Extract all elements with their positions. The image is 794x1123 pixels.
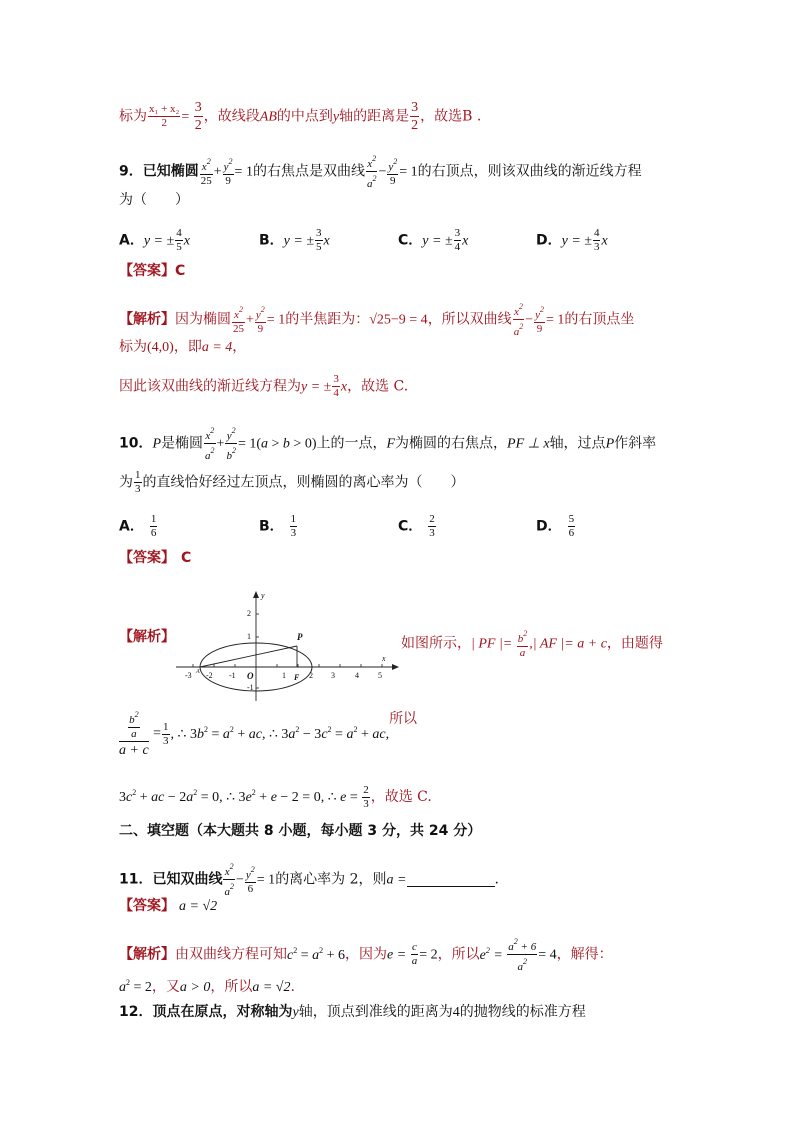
- q9-option-d: D．y = ± $\frac{4}{3}$ x: [536, 227, 608, 253]
- fraction-three-halves: $\frac{3}{2}$: [194, 100, 202, 133]
- q12-stem: 12．顶点在原点，对称轴为y轴，顶点到准线的距离为4的抛物线的标准方程: [119, 1004, 586, 1020]
- x-tick-label: -1: [229, 671, 236, 680]
- q10-answer: 【答案】 C: [119, 550, 192, 566]
- x-tick-label: 2: [309, 671, 313, 680]
- q9-analysis-2: 标为(4,0)，即a = 4，: [119, 339, 247, 355]
- q11-analysis: 【解析】由双曲线方程可知$c^2 = a^2 + 6$，因为e = $\frac{c}{a}$ = 2，所以$e^2$ = $\frac{a^2 + 6}{a^2}$ = 4，解得：: [119, 937, 613, 973]
- fraction-midpoint: $\frac{\text{x₁ + x₂}}{2}$: [149, 103, 180, 129]
- q10-analysis-label: 【解析】: [119, 629, 175, 645]
- y-tick-label: -1: [247, 683, 254, 692]
- line-ap: [200, 646, 297, 667]
- point-f-label: F: [294, 673, 300, 682]
- point-p-label: P: [297, 632, 303, 642]
- fraction-three-halves-2: $\frac{3}{2}$: [411, 100, 419, 133]
- y-tick-label: 1: [247, 632, 251, 641]
- q9-stem: 9．已知椭圆 $\frac{x^2}{25}$ + $\frac{y^2}{9}$ = 1的右焦点是双曲线 $\frac{x^2}{a^2}$ − $\frac{y^2}{9}$ = 1的右顶点，则该双曲线的渐近线方程: [119, 154, 642, 190]
- q10-stem: 10．P是椭圆 $\frac{x^2}{a^2}$ + $\frac{y^2}{b^2}$ = 1(a > b > 0)上的一点，F为椭圆的右焦点，PF ⊥ x轴，过点P作斜率: [119, 426, 657, 462]
- q9-analysis-3: 因此该双曲线的渐近线方程为y = ± $\frac{3}{4}$ x，故选 C.: [119, 373, 409, 399]
- q10-option-a: A． $\frac{1}{6}$: [119, 513, 157, 539]
- q11-analysis-2: $a^2 = 2$，又a > 0，所以a = √2.: [119, 978, 295, 995]
- text-segment: 标为: [119, 108, 147, 125]
- q9-option-b: B．y = ± $\frac{3}{5}$ x: [259, 227, 330, 253]
- x-tick-label: 5: [378, 671, 382, 680]
- y-tick-label: 2: [247, 609, 251, 618]
- x-tick-label: 1: [282, 671, 286, 680]
- q11-stem: 11．已知双曲线 $\frac{x^2}{a^2}$ − $\frac{y^2}{6}$ = 1的离心率为 2，则a = .: [119, 862, 499, 898]
- x-tick-label: 3: [331, 671, 335, 680]
- continuation-line: 标为 $\frac{\text{x₁ + x₂}}{2}$ = $\frac{3}{2}$ ，故线段AB的中点到y轴的距离是 $\frac{3}{2}$ ，故选B .: [119, 100, 482, 133]
- x-tick-label: -2: [206, 671, 213, 680]
- y-axis-label: y: [261, 591, 265, 600]
- q10-option-d: D． $\frac{5}{6}$: [536, 513, 575, 539]
- y-axis-arrow: [253, 591, 259, 598]
- q9-option-a: A．y = ± $\frac{4}{5}$ x: [119, 227, 190, 253]
- answer-blank[interactable]: [407, 886, 495, 887]
- x-axis-arrow: [392, 664, 399, 670]
- x-tick-label: 4: [355, 671, 359, 680]
- q9-stem-2: 为（ ）: [119, 192, 189, 208]
- q10-stem-2: 为 $\frac{1}{3}$ 的直线恰好经过左顶点，则椭圆的离心率为（ ）: [119, 469, 465, 495]
- origin-label: O: [247, 671, 254, 681]
- q9-analysis: 【解析】因为椭圆 $\frac{x^2}{25}$ + $\frac{y^2}{9}$ = 1的半焦距为：√25−9 = 4，所以双曲线 $\frac{x^2}{a^2}$ − $\frac{y^2}{9}$ = 1的右顶点坐: [119, 302, 635, 338]
- x-tick-label: -3: [185, 671, 192, 680]
- q10-option-c: C． $\frac{2}{3}$: [398, 513, 435, 539]
- q10-analysis-eq2: $3c^2$ + ac − $2a^2 = 0$, ∴ $3e^2 + e - 2 = 0$, ∴ e = $\frac{2}{3}$ ，故选 C.: [119, 783, 432, 810]
- x-axis-label: x: [382, 654, 386, 663]
- q10-analysis-eq1: $\frac{\frac{b^2}{a}}{a + c}$ = $\frac{1}{3}$ , ∴ $3b^2 = a^2$ + ac, ∴ $3a^2 - 3c^2 = a^2$ + ac,所以: [119, 710, 418, 758]
- section-heading: 二、填空题（本大题共 8 小题，每小题 3 分，共 24 分）: [119, 823, 482, 839]
- q9-answer: 【答案】C: [119, 263, 186, 279]
- point-a-label: A: [196, 669, 200, 675]
- q11-answer: 【答案】 a = √2: [119, 898, 218, 914]
- q10-option-b: B． $\frac{1}{3}$: [259, 513, 297, 539]
- q9-option-c: C．y = ± $\frac{3}{4}$ x: [398, 227, 469, 253]
- q10-analysis-right: 如图所示，| PF |= $\frac{b^2}{a}$ ,| AF |= a + c，由题得: [401, 629, 663, 659]
- ellipse-graph: [170, 588, 402, 706]
